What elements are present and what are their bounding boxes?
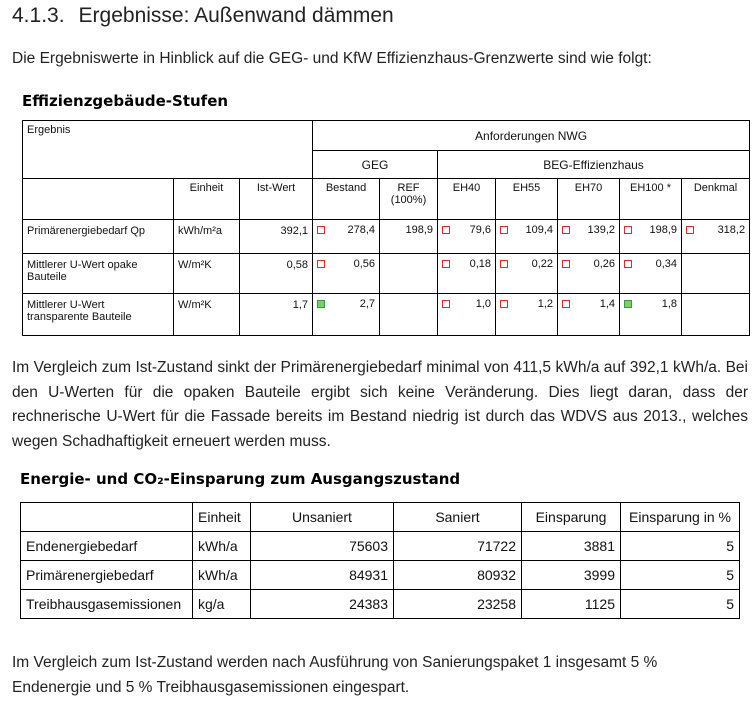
value-cell: 80932 <box>394 561 522 590</box>
requirement-cell <box>313 294 380 336</box>
value-cell: 84931 <box>251 561 394 590</box>
requirement-cell-content <box>620 294 681 310</box>
requirement-value: 0,18 <box>469 258 492 270</box>
checkbox-empty-icon <box>500 226 508 234</box>
checkbox-empty-icon <box>562 226 570 234</box>
checkbox-empty-icon <box>442 226 450 234</box>
checkbox-empty-icon <box>442 260 450 268</box>
column-header: Einsparung in % <box>621 503 740 532</box>
col-header: Einheit <box>174 179 240 220</box>
section-heading <box>12 4 394 28</box>
value-cell: 71722 <box>394 532 522 561</box>
requirement-cell-content <box>496 220 557 236</box>
requirement-cell <box>380 220 438 254</box>
requirement-value: 278,4 <box>347 224 376 236</box>
requirement-value: 2,7 <box>359 298 376 310</box>
requirement-cell <box>496 220 558 254</box>
value-cell: 75603 <box>251 532 394 561</box>
requirement-value: 198,9 <box>649 224 678 236</box>
value-cell: 3881 <box>522 532 621 561</box>
requirement-cell-content <box>620 254 681 270</box>
column-header: Saniert <box>394 503 522 532</box>
requirement-value: 139,2 <box>587 224 616 236</box>
checkbox-empty-icon <box>624 226 632 234</box>
checkbox-checked-icon <box>624 300 632 308</box>
checkbox-empty-icon <box>317 226 325 234</box>
checkbox-empty-icon <box>686 226 694 234</box>
table2-caption: Energie- und CO₂-Einsparung zum Ausgangszustand <box>20 470 461 488</box>
requirement-cell-content <box>682 294 749 298</box>
requirement-cell <box>620 254 682 294</box>
requirement-cell <box>558 294 620 336</box>
requirement-cell <box>380 294 438 336</box>
requirement-cell-content <box>380 294 437 298</box>
paragraph-1: Im Vergleich zum Ist-Zustand sinkt der Primärenergiebedarf minimal von 411,5 kWh/a auf 392,1 kWh/a. Bei den U-Werten für die opaken Bauteile ergibt sich keine Veränderung. Dies liegt daran, dass der rechnerische U-Wert für die Fassade bereits im Bestand niedrig ist durch das WDVS aus 2013., welches wegen Schadhaftigkeit erneuert werden muss. <box>12 359 748 450</box>
unit-cell: kWh/m²a <box>174 220 240 254</box>
value-cell: kg/a <box>193 590 251 619</box>
table-row <box>23 220 750 254</box>
unit-cell: W/m²K <box>174 294 240 336</box>
col-header: EH70 <box>558 179 620 220</box>
requirement-cell-content <box>496 254 557 270</box>
checkbox-empty-icon <box>442 300 450 308</box>
table-row <box>23 294 750 336</box>
ist-value-cell: 0,58 <box>240 254 313 294</box>
table-header-row <box>21 503 740 532</box>
table-row <box>21 532 740 561</box>
savings-table <box>20 502 740 619</box>
paragraph-2-line-1: Im Vergleich zum Ist-Zustand werden nach Ausführung von Sanierungspaket 1 insgesamt 5 % <box>12 654 658 671</box>
ist-value-cell: 392,1 <box>240 220 313 254</box>
requirement-cell-content <box>496 294 557 310</box>
column-header <box>21 503 193 532</box>
requirement-cell <box>313 254 380 294</box>
requirement-cell <box>438 294 496 336</box>
row-label: Endenergiebedarf <box>21 532 193 561</box>
row-label: Mittlerer U-Wert transparente Bauteile <box>23 294 174 336</box>
paragraph-2 <box>12 650 712 700</box>
requirement-cell <box>313 220 380 254</box>
requirement-value: 1,2 <box>537 298 554 310</box>
checkbox-empty-icon <box>624 260 632 268</box>
col-header: Denkmal <box>682 179 750 220</box>
col-header: Ist-Wert <box>240 179 313 220</box>
row-label: Primärenergiebedarf Qp <box>23 220 174 254</box>
value-cell: 5 <box>621 532 740 561</box>
requirement-cell-content <box>438 220 495 236</box>
requirement-cell <box>620 294 682 336</box>
requirement-value: 1,0 <box>475 298 492 310</box>
table1-caption: Effizienzgebäude-Stufen <box>22 92 229 110</box>
table-row <box>23 254 750 294</box>
requirement-cell-content <box>313 294 379 310</box>
table-row <box>21 590 740 619</box>
requirement-cell-content <box>380 220 437 236</box>
requirement-cell-content <box>620 220 681 236</box>
value-cell: 24383 <box>251 590 394 619</box>
requirement-value: 109,4 <box>525 224 554 236</box>
requirement-cell-content <box>438 254 495 270</box>
requirement-cell-content <box>682 254 749 258</box>
ist-value-cell: 1,7 <box>240 294 313 336</box>
checkbox-empty-icon <box>317 260 325 268</box>
requirement-value: 0,56 <box>353 258 376 270</box>
requirement-cell <box>496 294 558 336</box>
header-group: Anforderungen NWG <box>313 121 750 151</box>
column-header: Einsparung <box>522 503 621 532</box>
efficiency-table <box>22 120 750 336</box>
requirement-value: 0,34 <box>655 258 678 270</box>
table-row <box>21 561 740 590</box>
intro-text: Die Ergebniswerte in Hinblick auf die GEG- und KfW Effizienzhaus-Grenzwerte sind wie folgt: <box>12 50 652 67</box>
requirement-value: 318,2 <box>717 224 746 236</box>
column-header: Einheit <box>193 503 251 532</box>
header-beg: BEG-Effizienzhaus <box>438 151 750 179</box>
requirement-cell <box>558 220 620 254</box>
checkbox-empty-icon <box>500 300 508 308</box>
requirement-cell-content <box>380 254 437 258</box>
column-header: Unsaniert <box>251 503 394 532</box>
checkbox-empty-icon <box>562 300 570 308</box>
requirement-value: 198,9 <box>405 224 434 236</box>
value-cell: 5 <box>621 590 740 619</box>
checkbox-checked-icon <box>317 300 325 308</box>
value-cell: kWh/a <box>193 532 251 561</box>
value-cell: kWh/a <box>193 561 251 590</box>
requirement-cell-content <box>558 220 619 236</box>
header-blank <box>23 179 174 220</box>
requirement-value: 79,6 <box>469 224 492 236</box>
requirement-cell <box>438 254 496 294</box>
col-header: EH100 * <box>620 179 682 220</box>
checkbox-empty-icon <box>562 260 570 268</box>
value-cell: 5 <box>621 561 740 590</box>
unit-cell: W/m²K <box>174 254 240 294</box>
requirement-cell <box>438 220 496 254</box>
requirement-cell-content <box>558 254 619 270</box>
section-number: 4.1.3. <box>12 4 65 27</box>
col-header: REF (100%) <box>380 179 438 220</box>
col-header: EH40 <box>438 179 496 220</box>
requirement-cell <box>496 254 558 294</box>
value-cell: 3999 <box>522 561 621 590</box>
col-header: Bestand <box>313 179 380 220</box>
row-label: Treibhausgasemissionen <box>21 590 193 619</box>
value-cell: 23258 <box>394 590 522 619</box>
requirement-value: 0,26 <box>593 258 616 270</box>
requirement-value: 1,8 <box>661 298 678 310</box>
header-geg: GEG <box>313 151 438 179</box>
requirement-value: 0,22 <box>531 258 554 270</box>
requirement-cell-content <box>558 294 619 310</box>
requirement-cell-content <box>313 254 379 270</box>
row-label: Primärenergiebedarf <box>21 561 193 590</box>
requirement-cell-content <box>682 220 749 236</box>
requirement-cell <box>682 294 750 336</box>
requirement-cell-content <box>313 220 379 236</box>
requirement-value: 1,4 <box>599 298 616 310</box>
requirement-cell-content <box>438 294 495 310</box>
value-cell: 1125 <box>522 590 621 619</box>
requirement-cell <box>682 254 750 294</box>
section-title: Ergebnisse: Außenwand dämmen <box>78 4 394 27</box>
requirement-cell <box>682 220 750 254</box>
row-label: Mittlerer U-Wert opake Bauteile <box>23 254 174 294</box>
requirement-cell <box>558 254 620 294</box>
col-header: EH55 <box>496 179 558 220</box>
header-corner: Ergebnis <box>23 121 313 179</box>
requirement-cell <box>620 220 682 254</box>
checkbox-empty-icon <box>500 260 508 268</box>
paragraph-2-line-2: Endenergie und 5 % Treibhausgasemissionen eingespart. <box>12 679 410 696</box>
requirement-cell <box>380 254 438 294</box>
